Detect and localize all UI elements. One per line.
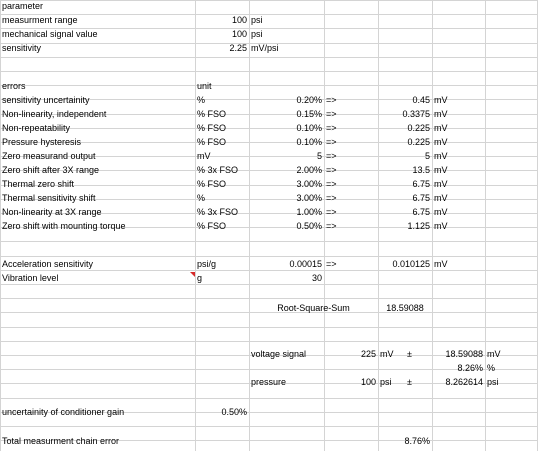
error-label[interactable]: Non-repeatability [2,123,71,133]
error-value[interactable]: 0.10% [296,137,322,147]
error-result[interactable]: 13.5 [412,165,430,175]
comment-indicator[interactable] [190,272,195,277]
error-arrow[interactable]: => [326,193,337,203]
error-result-unit[interactable]: mV [434,165,448,175]
error-value[interactable]: 0.50% [296,221,322,231]
pressure-error[interactable]: 8.262614 [445,377,483,387]
error-value[interactable]: 0.10% [296,123,322,133]
error-result[interactable]: 0.45 [412,95,430,105]
row-gridline [0,327,538,328]
rss-value[interactable]: 18.59088 [386,303,424,313]
voltage-unit[interactable]: mV [380,349,394,359]
error-value[interactable]: 0.20% [296,95,322,105]
error-arrow[interactable]: => [326,165,337,175]
param-unit-mechanical[interactable]: psi [251,29,263,39]
voltage-plus-minus[interactable]: ± [407,349,412,359]
voltage-percent[interactable]: 8.26% [457,363,483,373]
error-value[interactable]: 2.00% [296,165,322,175]
error-arrow[interactable]: => [326,137,337,147]
error-label[interactable]: Zero shift with mounting torque [2,221,126,231]
error-unit[interactable]: % [197,193,206,203]
error-unit[interactable]: % 3x FSO [197,165,239,175]
error-label[interactable]: Pressure hysteresis [2,137,82,147]
error-arrow[interactable]: => [326,207,337,217]
error-unit[interactable]: % FSO [197,221,227,231]
acceleration-unit[interactable]: psi/g [197,259,217,269]
row-gridline [0,256,538,257]
error-result[interactable]: 1.125 [407,221,430,231]
error-value[interactable]: 3.00% [296,179,322,189]
error-value[interactable]: 3.00% [296,193,322,203]
error-arrow[interactable]: => [326,221,337,231]
pressure-error-unit[interactable]: psi [487,377,499,387]
error-arrow[interactable]: => [326,109,337,119]
error-value[interactable]: 0.15% [296,109,322,119]
error-result[interactable]: 5 [424,151,430,161]
error-label[interactable]: Thermal zero shift [2,179,75,189]
param-unit-range[interactable]: psi [251,15,263,25]
error-result-unit[interactable]: mV [434,221,448,231]
error-result-unit[interactable]: mV [434,193,448,203]
error-unit[interactable]: % [197,95,206,105]
param-label-range[interactable]: measurment range [2,15,78,25]
total-label[interactable]: Total measurment chain error [2,436,120,446]
error-arrow[interactable]: => [326,123,337,133]
voltage-error[interactable]: 18.59088 [445,349,483,359]
error-label[interactable]: Zero measurand output [2,151,96,161]
param-value-range[interactable]: 100 [231,15,247,25]
voltage-value[interactable]: 225 [360,349,376,359]
total-value[interactable]: 8.76% [404,436,430,446]
error-arrow[interactable]: => [326,179,337,189]
pressure-plus-minus[interactable]: ± [407,377,412,387]
error-label[interactable]: Non-linearity, independent [2,109,107,119]
error-arrow[interactable]: => [326,95,337,105]
error-result[interactable]: 6.75 [412,193,430,203]
error-result-unit[interactable]: mV [434,207,448,217]
param-value-mechanical[interactable]: 100 [231,29,247,39]
error-label[interactable]: Thermal sensitivity shift [2,193,96,203]
acceleration-result-unit[interactable]: mV [434,259,448,269]
vibration-unit[interactable]: g [197,273,203,283]
conditioner-value[interactable]: 0.50% [221,407,247,417]
voltage-percent-unit[interactable]: % [487,363,496,373]
error-unit[interactable]: % FSO [197,123,227,133]
row-gridline [0,426,538,427]
param-value-sensitivity[interactable]: 2.25 [229,43,247,53]
error-result-unit[interactable]: mV [434,109,448,119]
acceleration-result[interactable]: 0.010125 [392,259,430,269]
rss-label[interactable]: Root-Square-Sum [277,303,350,313]
conditioner-label[interactable]: uncertainity of conditioner gain [2,407,125,417]
vibration-label[interactable]: Vibration level [2,273,59,283]
error-arrow[interactable]: => [326,151,337,161]
error-value[interactable]: 5 [316,151,322,161]
errors-unit-header[interactable]: unit [197,81,212,91]
error-label[interactable]: Non-linearity at 3X range [2,207,102,217]
error-result[interactable]: 6.75 [412,179,430,189]
error-unit[interactable]: % FSO [197,137,227,147]
error-result[interactable]: 6.75 [412,207,430,217]
pressure-unit[interactable]: psi [380,377,392,387]
row-gridline [0,57,538,58]
acceleration-label[interactable]: Acceleration sensitivity [2,259,94,269]
parameter-header[interactable]: parameter [2,1,44,11]
error-result-unit[interactable]: mV [434,123,448,133]
error-result[interactable]: 0.225 [407,123,430,133]
error-result[interactable]: 0.3375 [402,109,430,119]
error-label[interactable]: sensitivity uncertainity [2,95,90,105]
row-gridline [0,241,538,242]
voltage-error-unit[interactable]: mV [487,349,501,359]
error-unit[interactable]: % 3x FSO [197,207,239,217]
pressure-value[interactable]: 100 [360,377,376,387]
row-gridline [0,341,538,342]
error-value[interactable]: 1.00% [296,207,322,217]
vibration-value[interactable]: 30 [311,273,322,283]
error-unit[interactable]: % FSO [197,109,227,119]
errors-header[interactable]: errors [2,81,26,91]
voltage-label[interactable]: voltage signal [251,349,307,359]
param-unit-sensitivity[interactable]: mV/psi [251,43,279,53]
error-result-unit[interactable]: mV [434,95,448,105]
error-result-unit[interactable]: mV [434,151,448,161]
error-unit[interactable]: % FSO [197,179,227,189]
row-gridline [0,298,538,299]
acceleration-arrow[interactable]: => [326,259,337,269]
row-gridline [0,71,538,72]
error-result-unit[interactable]: mV [434,179,448,189]
pressure-label[interactable]: pressure [251,377,287,387]
row-gridline [0,398,538,399]
error-label[interactable]: Zero shift after 3X range [2,165,100,175]
param-label-mechanical[interactable]: mechanical signal value [2,29,98,39]
error-result[interactable]: 0.225 [407,137,430,147]
error-result-unit[interactable]: mV [434,137,448,147]
acceleration-value[interactable]: 0.00015 [289,259,322,269]
error-unit[interactable]: mV [197,151,211,161]
param-label-sensitivity[interactable]: sensitivity [2,43,42,53]
